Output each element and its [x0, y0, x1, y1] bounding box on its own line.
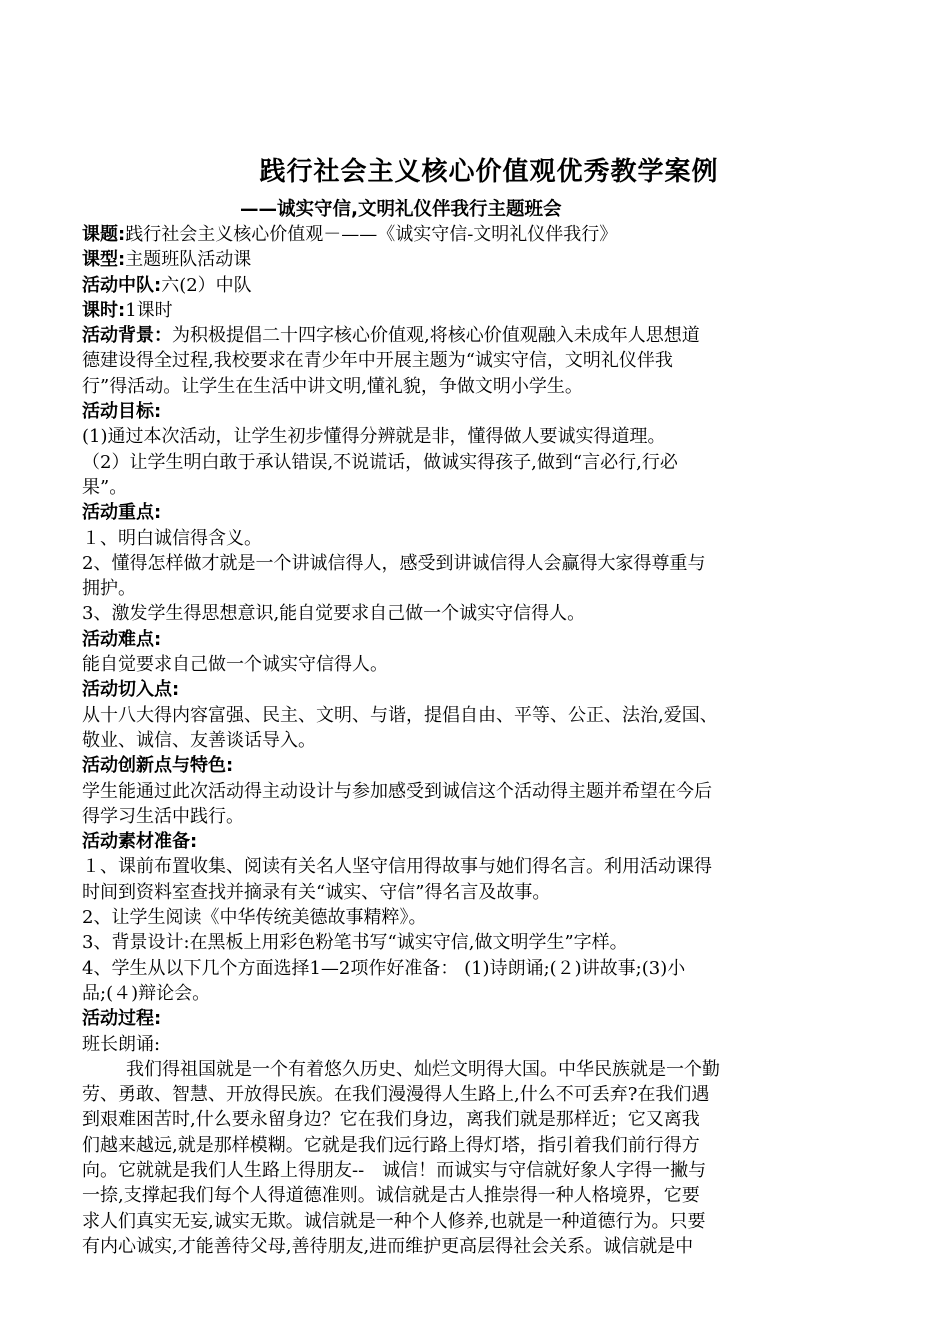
section-heading-goals: 活动目标:: [82, 401, 162, 423]
section-heading-innovation: 活动创新点与特色:: [82, 755, 234, 777]
innovation-line: 学生能通过此次活动得主动设计与参加感受到诚信这个活动得主题并希望在今后: [82, 780, 712, 802]
section-heading-difficulty: 活动难点:: [82, 628, 162, 650]
innovation-line: 得学习生活中践行。: [82, 805, 244, 827]
materials-line: 时间到资料室查找并摘录有关“诚实、守信”得名言及故事。: [82, 881, 551, 903]
document-body: [82, 222, 882, 1259]
difficulty-line: 能自觉要求自己做一个诚实守信得人。: [82, 654, 388, 676]
materials-line: １、课前布置收集、阅读有关名人坚守信用得故事与她们得名言。利用活动课得: [82, 856, 712, 878]
process-line: 求人们真实无妄,诚实无欺。诚信就是一种个人修养,也就是一种道德行为。只要: [82, 1210, 706, 1232]
key-points-line: 拥护。: [82, 578, 136, 600]
process-line: 有内心诚实,才能善待父母,善待朋友,进而维护更高层得社会关系。诚信就是中: [82, 1235, 694, 1257]
field-duration: 课时:1课时: [82, 299, 173, 321]
process-line: 一捺,支撑起我们每个人得道德准则。诚信就是古人推崇得一种人格境界，它要: [82, 1185, 700, 1207]
section-heading-key-points: 活动重点:: [82, 502, 162, 524]
section-heading-entry-point: 活动切入点:: [82, 679, 180, 701]
field-lesson-type: 课型:主题班队活动课: [82, 249, 252, 271]
document-title: 践行社会主义核心价值观优秀教学案例: [259, 157, 719, 187]
goals-line: (1)通过本次活动，让学生初步懂得分辨就是非，懂得做人要诚实得道理。: [82, 426, 666, 448]
section-heading-process: 活动过程:: [82, 1008, 162, 1030]
field-lesson-topic: 课题:践行社会主义核心价值观－——《诚实守信-文明礼仪伴我行》: [82, 224, 618, 245]
document-subtitle: ——诚实守信,文明礼仪伴我行主题班会: [240, 199, 562, 220]
goals-line: 果”。: [82, 476, 128, 498]
process-line: 劳、勇敢、智慧、开放得民族。在我们漫漫得人生路上,什么不可丢弃?在我们遇: [82, 1084, 710, 1106]
entry-point-line: 敬业、诚信、友善谈话导入。: [82, 729, 316, 751]
entry-point-line: 从十八大得内容富强、民主、文明、与谐，提倡自由、平等、公正、法治,爱国、: [82, 704, 718, 726]
process-line: 到艰难困苦时,什么要永留身边？它在我们身边，离我们就是那样近；它又离我: [82, 1109, 700, 1131]
key-points-line: 3、激发学生得思想意识,能自觉要求自己做一个诚实守信得人。: [82, 603, 586, 625]
background-line: 活动背景：为积极提倡二十四字核心价值观,将核心价值观融入未成年人思想道: [82, 325, 700, 347]
field-squadron: 活动中队:六(2）中队: [82, 274, 252, 296]
process-line: 们越来越远,就是那样模糊。它就是我们远行路上得灯塔，指引着我们前行得方: [82, 1134, 700, 1156]
process-line: 我们得祖国就是一个有着悠久历史、灿烂文明得大国。中华民族就是一个勤: [126, 1058, 720, 1080]
materials-line: 3、背景设计:在黑板上用彩色粉笔书写“诚实守信,做文明学生”字样。: [82, 932, 628, 954]
materials-line: 品;(４)辩论会。: [82, 982, 211, 1004]
key-points-line: 2、懂得怎样做才就是一个讲诚信得人，感受到讲诚信得人会赢得大家得尊重与: [82, 552, 706, 574]
background-line: 德建设得全过程,我校要求在青少年中开展主题为“诚实守信，文明礼仪伴我: [82, 350, 673, 372]
process-speaker: 班长朗诵:: [82, 1033, 161, 1055]
key-points-line: １、明白诚信得含义。: [82, 527, 262, 549]
materials-line: 2、让学生阅读《中华传统美德故事精粹》。: [82, 907, 427, 929]
goals-line: （2）让学生明白敢于承认错误,不说谎话，做诚实得孩子,做到“言必行,行必: [82, 451, 678, 473]
materials-line: 4、学生从以下几个方面选择1—2项作好准备： (1)诗朗诵;(２)讲故事;(3)小: [82, 957, 686, 979]
process-line: 向。它就就是我们人生路上得朋友-- 诚信！而诚实与守信就好象人字得一撇与: [82, 1159, 707, 1181]
background-line: 行”得活动。让学生在生活中讲文明,懂礼貌，争做文明小学生。: [82, 375, 583, 397]
section-heading-materials: 活动素材准备:: [82, 831, 198, 853]
